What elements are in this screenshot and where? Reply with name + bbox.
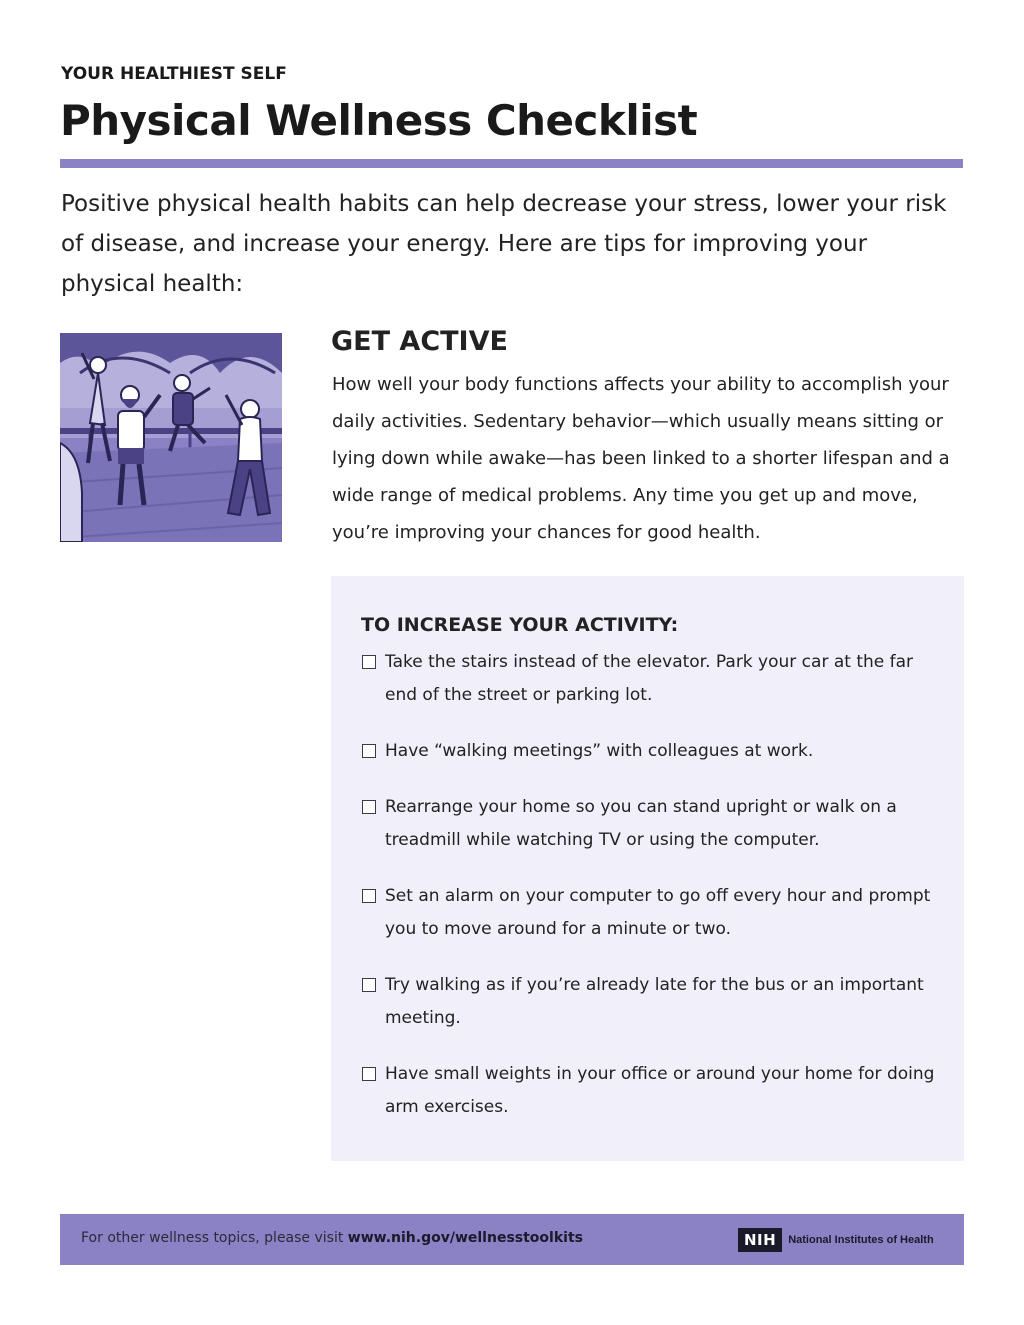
checkbox-icon[interactable]	[362, 800, 376, 814]
people-exercising-illustration	[60, 333, 282, 542]
tip-text: Set an alarm on your computer to go off every hour and prompt you to move around for a minute or two.	[385, 886, 931, 939]
checkbox-icon[interactable]	[362, 655, 376, 669]
nih-logo-mark: NIH	[738, 1228, 782, 1252]
tips-list	[362, 646, 942, 1147]
list-item	[362, 969, 942, 1035]
eyebrow-label: YOUR HEALTHIEST SELF	[61, 64, 287, 84]
footer-label: For other wellness topics, please visit	[81, 1230, 348, 1246]
section-body: How well your body functions affects your ability to accomplish your daily activities. Sedentary behavior—which usually means sitting or lying down while awake—has been linked to a shorter lifespan and a wide range of medical problems. Any time you get up and move, you’re improving your chances for good health.	[332, 374, 950, 543]
tip-text: Have small weights in your office or around your home for doing arm exercises.	[385, 1064, 935, 1117]
list-item	[362, 646, 942, 712]
tips-heading: TO INCREASE YOUR ACTIVITY:	[361, 614, 679, 636]
tips-panel	[331, 576, 964, 1161]
intro-paragraph: Positive physical health habits can help decrease your stress, lower your risk of disease, and increase your energy. Here are tips for improving your physical health:	[61, 191, 947, 297]
section-heading: GET ACTIVE	[331, 326, 508, 357]
page-title: Physical Wellness Checklist	[60, 96, 698, 145]
checkbox-icon[interactable]	[362, 889, 376, 903]
list-item	[362, 880, 942, 946]
title-divider	[60, 159, 963, 168]
list-item	[362, 735, 942, 768]
tip-text: Try walking as if you’re already late for the bus or an important meeting.	[385, 975, 924, 1028]
checkbox-icon[interactable]	[362, 1067, 376, 1081]
tip-text: Have “walking meetings” with colleagues at work.	[385, 741, 814, 761]
list-item	[362, 1058, 942, 1124]
list-item	[362, 791, 942, 857]
checkbox-icon[interactable]	[362, 744, 376, 758]
footer-bar	[60, 1214, 964, 1265]
tip-text: Rearrange your home so you can stand upright or walk on a treadmill while watching TV or using the computer.	[385, 797, 897, 850]
footer-link[interactable]: www.nih.gov/wellnesstoolkits	[347, 1230, 583, 1246]
nih-logo-name: National Institutes of Health	[788, 1234, 934, 1246]
footer-text	[81, 1230, 583, 1246]
tip-text: Take the stairs instead of the elevator. Park your car at the far end of the street or parking lot.	[385, 652, 914, 705]
checkbox-icon[interactable]	[362, 978, 376, 992]
nih-logo	[738, 1227, 934, 1253]
